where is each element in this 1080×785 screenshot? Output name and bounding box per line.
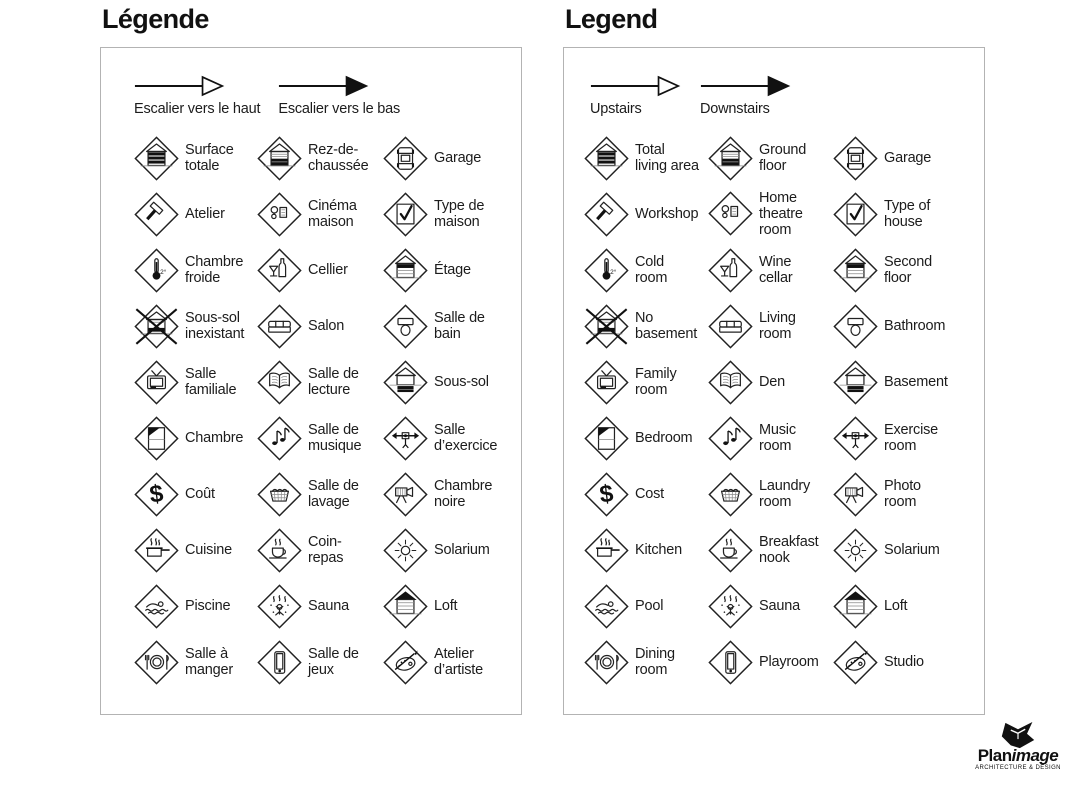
legend-item-label: Surface totale [185, 141, 234, 174]
panel-title-english: Legend [565, 4, 658, 34]
legend-item-label: Chambre noire [434, 477, 493, 510]
family-room-icon [584, 360, 629, 405]
ground-floor-icon [708, 136, 753, 181]
legend-item [257, 136, 383, 181]
legend-item-label: Dining room [635, 645, 675, 678]
second-floor-icon [833, 248, 878, 293]
legend-item [708, 416, 833, 461]
legend-item-label: Salle de bain [434, 309, 485, 342]
garage-icon [833, 136, 878, 181]
kitchen-icon [584, 528, 629, 573]
legend-item-label: Chambre [185, 429, 244, 446]
cost-icon [134, 472, 179, 517]
no-basement-icon [584, 304, 629, 349]
cold-room-icon [134, 248, 179, 293]
legend-item [584, 640, 708, 685]
solid-arrow-icon [278, 74, 370, 98]
legend-item [134, 472, 257, 517]
legend-item [833, 584, 984, 629]
legend-item [257, 472, 383, 517]
legend-item [584, 360, 708, 405]
stairs-down [278, 74, 400, 117]
living-room-icon [708, 304, 753, 349]
panel-box-french [100, 47, 522, 715]
ground-floor-icon [257, 136, 302, 181]
legend-item [134, 640, 257, 685]
second-floor-icon [383, 248, 428, 293]
legend-grid [101, 130, 521, 690]
legend-item-label: Basement [884, 373, 948, 390]
panel-title-french: Légende [102, 4, 209, 34]
sauna-icon [257, 584, 302, 629]
type-of-house-icon [383, 192, 428, 237]
legend-item-label: Garage [884, 149, 932, 166]
den-icon [257, 360, 302, 405]
legend-item [584, 248, 708, 293]
legend-item-label: Piscine [185, 597, 231, 614]
kitchen-icon [134, 528, 179, 573]
legend-item-label: Loft [884, 597, 908, 614]
legend-item [708, 136, 833, 181]
workshop-icon [134, 192, 179, 237]
playroom-icon [708, 640, 753, 685]
legend-item-label: Kitchen [635, 541, 682, 558]
svg-text:$: $ [598, 479, 615, 509]
loft-icon [833, 584, 878, 629]
legend-item-label: Playroom [759, 653, 819, 670]
legend-item [383, 304, 521, 349]
legend-item [584, 416, 708, 461]
legend-item [383, 136, 521, 181]
total-living-area-icon [134, 136, 179, 181]
stairs-up [134, 74, 260, 117]
legend-item-label: Wine cellar [759, 253, 793, 286]
legend-item-label: Solarium [434, 541, 490, 558]
legend-item-label: Music room [759, 421, 796, 454]
dining-room-icon [584, 640, 629, 685]
legend-item [584, 304, 708, 349]
solarium-icon [833, 528, 878, 573]
hollow-arrow-icon [590, 74, 682, 98]
photo-room-icon [833, 472, 878, 517]
legend-item-label: Breakfast nook [759, 533, 819, 566]
legend-item-label: Living room [759, 309, 796, 342]
legend-item [833, 528, 984, 573]
legend-item-label: Studio [884, 653, 924, 670]
svg-text:2°: 2° [160, 268, 167, 276]
stair-label: Escalier vers le haut [134, 101, 261, 117]
legend-item-label: Second floor [884, 253, 932, 286]
legend-item-label: Salle de lecture [308, 365, 359, 398]
legend-item-label: Atelier [185, 205, 225, 222]
legend-item [833, 640, 984, 685]
wine-cellar-icon [708, 248, 753, 293]
music-room-icon [708, 416, 753, 461]
legend-item-label: Cuisine [185, 541, 232, 558]
legend-item-label: Chambre froide [185, 253, 244, 286]
bathroom-icon [383, 304, 428, 349]
legend-item-label: Garage [434, 149, 482, 166]
legend-item [833, 304, 984, 349]
legend-item-label: Loft [434, 597, 458, 614]
hollow-arrow-icon [134, 74, 226, 98]
legend-item-label: Den [759, 373, 785, 390]
legend-item [708, 472, 833, 517]
studio-icon [833, 640, 878, 685]
stair-label: Upstairs [590, 101, 642, 117]
legend-item [134, 136, 257, 181]
legend-item [257, 640, 383, 685]
legend-item [134, 304, 257, 349]
legend-item [134, 416, 257, 461]
legend-item-label: Salle de jeux [308, 645, 359, 678]
breakfast-nook-icon [257, 528, 302, 573]
planimage-logo [966, 722, 1070, 771]
legend-item [708, 528, 833, 573]
logo-brand-italic: image [1011, 746, 1059, 765]
planimage-logo-wordmark [966, 747, 1070, 764]
stairs-legend [564, 48, 984, 117]
legend-item [383, 472, 521, 517]
legend-item-label: Salon [308, 317, 345, 334]
legend-item [833, 360, 984, 405]
stairs-up [590, 74, 682, 117]
stair-label: Escalier vers le bas [278, 101, 401, 117]
legend-item-label: Total living area [635, 141, 699, 174]
legend-item [833, 136, 984, 181]
legend-item [257, 360, 383, 405]
legend-item [383, 360, 521, 405]
den-icon [708, 360, 753, 405]
panel-box-english [563, 47, 985, 715]
legend-item-label: Coin-repas [308, 533, 344, 566]
legend-item-label: Ground floor [759, 141, 807, 174]
home-theatre-icon [257, 192, 302, 237]
legend-item [708, 640, 833, 685]
svg-text:$: $ [148, 479, 165, 509]
stair-label: Downstairs [700, 101, 770, 117]
legend-grid [564, 130, 984, 690]
legend-item [383, 528, 521, 573]
legend-item-label: Sous-sol inexistant [185, 309, 245, 342]
legend-item [708, 190, 833, 239]
legend-item-label: Bedroom [635, 429, 693, 446]
cost-icon [584, 472, 629, 517]
legend-item-label: Home theatre room [759, 189, 803, 239]
legend-item [833, 192, 984, 237]
legend-item-label: Salle d’exercice [434, 421, 498, 454]
legend-item [134, 248, 257, 293]
garage-icon [383, 136, 428, 181]
breakfast-nook-icon [708, 528, 753, 573]
legend-item-label: Sauna [308, 597, 349, 614]
exercise-room-icon [383, 416, 428, 461]
wine-cellar-icon [257, 248, 302, 293]
legend-item-label: Sauna [759, 597, 800, 614]
legend-item [134, 360, 257, 405]
legend-item-label: Laundry room [759, 477, 810, 510]
legend-item-label: Family room [635, 365, 677, 398]
legend-item-label: Workshop [635, 205, 699, 222]
stairs-down [700, 74, 792, 117]
solid-arrow-icon [700, 74, 792, 98]
legend-item [134, 192, 257, 237]
logo-brand-bold: Plan [977, 746, 1012, 765]
legend-item-label: Cost [635, 485, 665, 502]
legend-item [383, 640, 521, 685]
stairs-legend [101, 48, 521, 117]
legend-item [383, 248, 521, 293]
no-basement-icon [134, 304, 179, 349]
legend-item-label: Photo room [884, 477, 921, 510]
legend-item-label: Salle à manger [185, 645, 233, 678]
legend-item [708, 360, 833, 405]
bathroom-icon [833, 304, 878, 349]
legend-item [134, 528, 257, 573]
legend-item-label: Étage [434, 261, 471, 278]
solarium-icon [383, 528, 428, 573]
legend-item [257, 416, 383, 461]
legend-item [833, 248, 984, 293]
bedroom-icon [584, 416, 629, 461]
living-room-icon [257, 304, 302, 349]
basement-icon [833, 360, 878, 405]
legend-item-label: Rez-de-chaussée [308, 141, 369, 174]
legend-item [833, 416, 984, 461]
planimage-logo-tagline: ARCHITECTURE & DESIGN [975, 765, 1061, 771]
playroom-icon [257, 640, 302, 685]
legend-item [383, 416, 521, 461]
legend-item [257, 304, 383, 349]
legend-item [584, 136, 708, 181]
pool-icon [134, 584, 179, 629]
legend-item [833, 472, 984, 517]
legend-item-label: Pool [635, 597, 664, 614]
legend-item [708, 584, 833, 629]
type-of-house-icon [833, 192, 878, 237]
legend-item-label: Cellier [308, 261, 348, 278]
legend-item-label: Salle de musique [308, 421, 362, 454]
legend-item-label: Sous-sol [434, 373, 489, 390]
planimage-logo-icon [999, 722, 1037, 749]
music-room-icon [257, 416, 302, 461]
legend-item-label: Atelier d’artiste [434, 645, 483, 678]
family-room-icon [134, 360, 179, 405]
dining-room-icon [134, 640, 179, 685]
legend-item [584, 472, 708, 517]
photo-room-icon [383, 472, 428, 517]
legend-item [383, 584, 521, 629]
legend-item-label: No basement [635, 309, 698, 342]
cold-room-icon [584, 248, 629, 293]
legend-item-label: Solarium [884, 541, 940, 558]
legend-item-label: Salle familiale [185, 365, 237, 398]
legend-item [708, 248, 833, 293]
legend-item-label: Coût [185, 485, 215, 502]
workshop-icon [584, 192, 629, 237]
legend-item [383, 192, 521, 237]
laundry-room-icon [708, 472, 753, 517]
legend-item [257, 528, 383, 573]
basement-icon [383, 360, 428, 405]
legend-item-label: Type de maison [434, 197, 485, 230]
legend-item-label: Cold room [635, 253, 668, 286]
loft-icon [383, 584, 428, 629]
legend-item [257, 584, 383, 629]
legend-item-label: Bathroom [884, 317, 946, 334]
total-living-area-icon [584, 136, 629, 181]
legend-item [708, 304, 833, 349]
legend-item-label: Exercise room [884, 421, 938, 454]
laundry-room-icon [257, 472, 302, 517]
legend-item-label: Type of house [884, 197, 931, 230]
legend-item [257, 192, 383, 237]
legend-item [584, 528, 708, 573]
legend-item [257, 248, 383, 293]
pool-icon [584, 584, 629, 629]
legend-item [584, 584, 708, 629]
bedroom-icon [134, 416, 179, 461]
legend-item [584, 192, 708, 237]
home-theatre-icon [708, 191, 753, 236]
exercise-room-icon [833, 416, 878, 461]
legend-item-label: Cinéma maison [308, 197, 357, 230]
legend-item-label: Salle de lavage [308, 477, 359, 510]
legend-item [134, 584, 257, 629]
svg-text:2°: 2° [610, 268, 617, 276]
studio-icon [383, 640, 428, 685]
sauna-icon [708, 584, 753, 629]
